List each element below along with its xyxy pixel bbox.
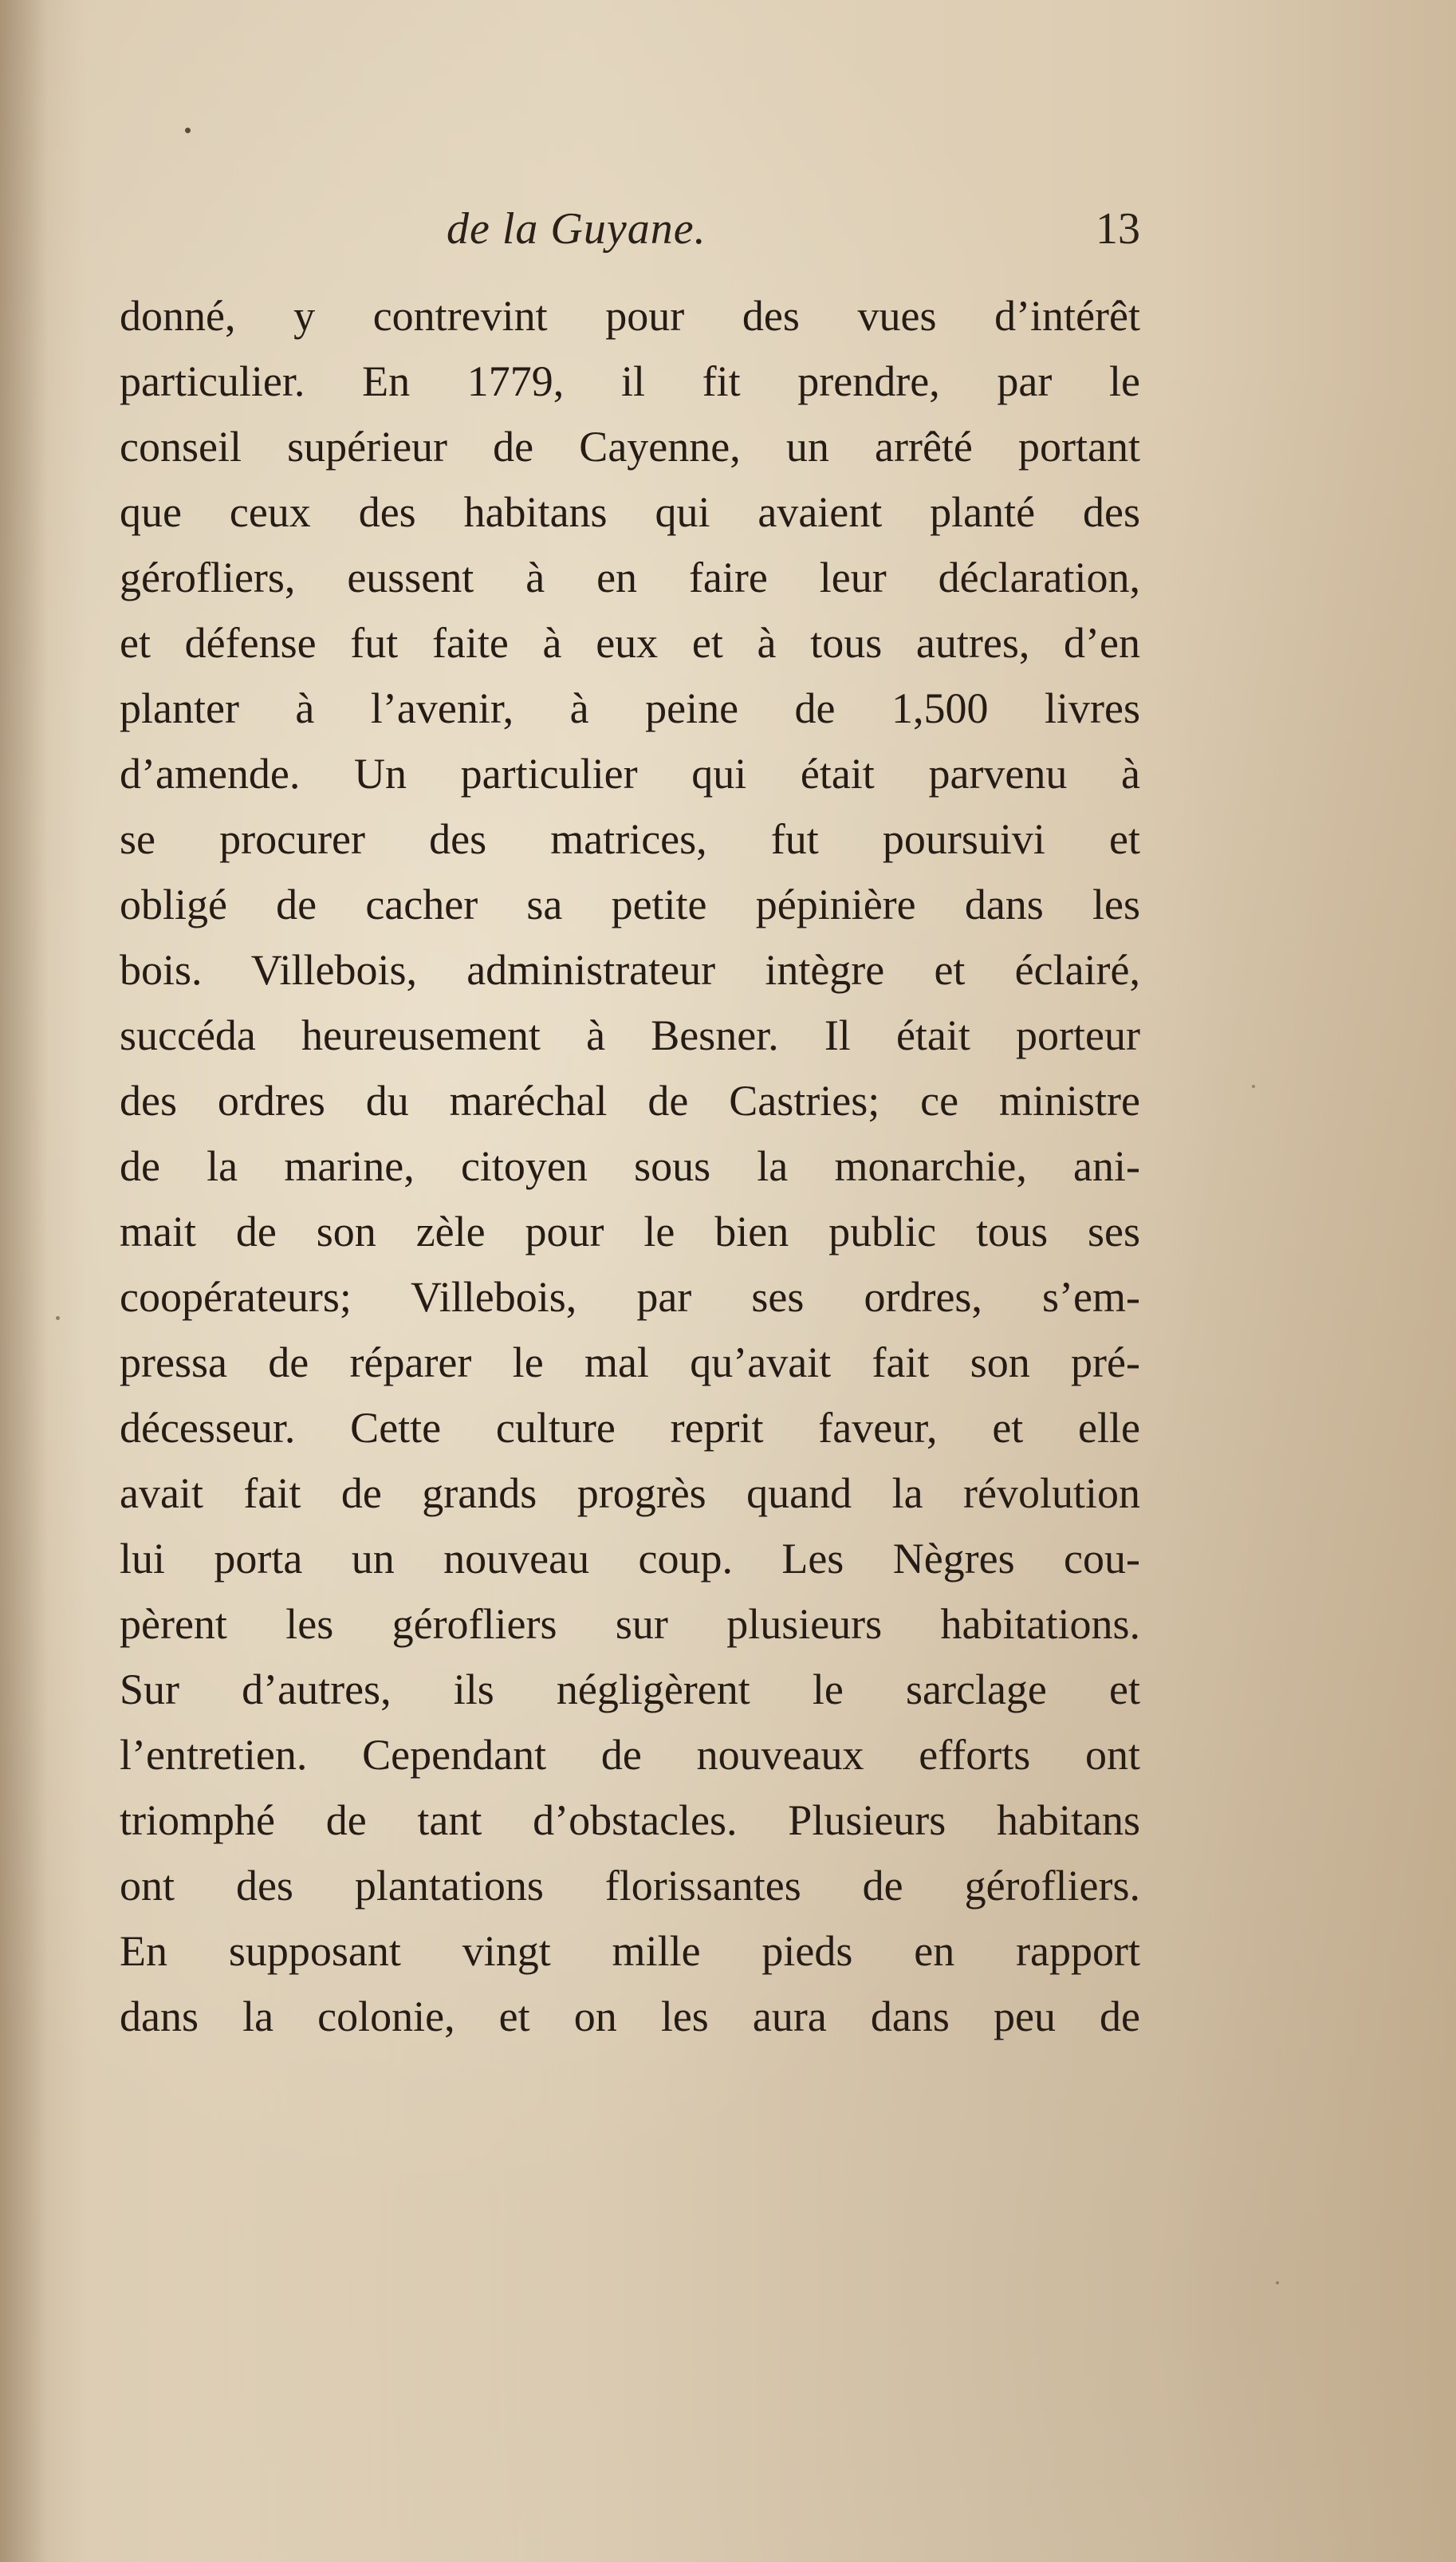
text-line: bois. Villebois, administrateur intègre et éclairé, xyxy=(120,946,1140,994)
text-line: triomphé de tant d’obstacles. Plusieurs habitans xyxy=(120,1796,1140,1844)
body-text xyxy=(120,283,1140,2049)
text-line: avait fait de grands progrès quand la révolution xyxy=(120,1469,1140,1517)
page-gutter-shadow xyxy=(0,0,48,2562)
text-line: se procurer des matrices, fut poursuivi et xyxy=(120,815,1140,863)
ink-speck xyxy=(1252,1085,1255,1088)
text-line: et défense fut faite à eux et à tous autres, d’en xyxy=(120,619,1140,667)
text-line: mait de son zèle pour le bien public tous ses xyxy=(120,1208,1140,1255)
text-line: particulier. En 1779, il fit prendre, par le xyxy=(120,357,1140,405)
running-title: de la Guyane. xyxy=(447,204,706,254)
text-line: d’amende. Un particulier qui était parvenu à xyxy=(120,750,1140,798)
ink-speck xyxy=(185,128,191,133)
text-line: pressa de réparer le mal qu’avait fait son pré- xyxy=(120,1338,1140,1386)
page-header xyxy=(120,203,1140,267)
text-line: coopérateurs; Villebois, par ses ordres, s’em- xyxy=(120,1273,1140,1321)
ink-speck xyxy=(1276,2281,1279,2284)
text-line: dans la colonie, et on les aura dans peu de xyxy=(120,1992,1140,2040)
text-line: planter à l’avenir, à peine de 1,500 livres xyxy=(120,684,1140,732)
text-line: ont des plantations florissantes de gérofliers. xyxy=(120,1862,1140,1910)
text-line: obligé de cacher sa petite pépinière dans les xyxy=(120,881,1140,928)
text-line: En supposant vingt mille pieds en rapport xyxy=(120,1927,1140,1975)
text-line: Sur d’autres, ils négligèrent le sarclage et xyxy=(120,1665,1140,1713)
text-line: de la marine, citoyen sous la monarchie, ani- xyxy=(120,1142,1140,1190)
text-line: que ceux des habitans qui avaient planté des xyxy=(120,488,1140,536)
text-line: gérofliers, eussent à en faire leur déclaration, xyxy=(120,554,1140,601)
text-line: l’entretien. Cependant de nouveaux efforts ont xyxy=(120,1731,1140,1779)
text-line: pèrent les gérofliers sur plusieurs habitations. xyxy=(120,1600,1140,1648)
text-line: des ordres du maréchal de Castries; ce ministre xyxy=(120,1077,1140,1125)
text-line: conseil supérieur de Cayenne, un arrêté portant xyxy=(120,423,1140,471)
text-line: lui porta un nouveau coup. Les Nègres cou- xyxy=(120,1535,1140,1583)
page-number: 13 xyxy=(1096,204,1140,254)
text-line: succéda heureusement à Besner. Il était porteur xyxy=(120,1011,1140,1059)
ink-speck xyxy=(56,1316,60,1320)
text-line: décesseur. Cette culture reprit faveur, et elle xyxy=(120,1404,1140,1452)
text-line: donné, y contrevint pour des vues d’intérêt xyxy=(120,292,1140,340)
